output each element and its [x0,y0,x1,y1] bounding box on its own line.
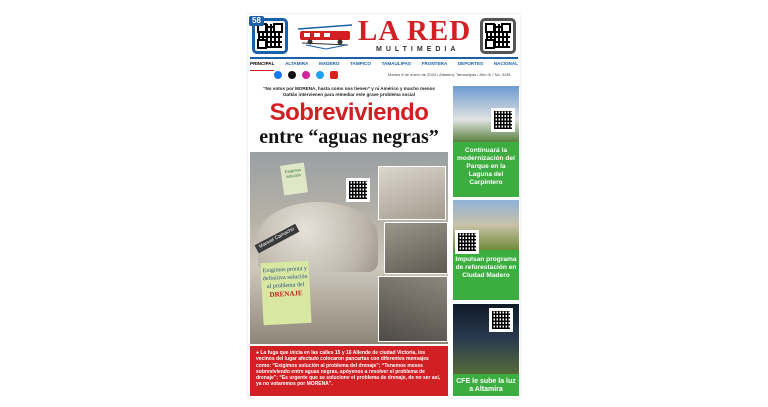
sidebar-title-2: Impulsan programa de reforestación en Ciudad Madero [455,256,517,279]
nav-item-nacional[interactable]: NACIONAL [493,61,518,66]
qr-code-sidebar-3[interactable] [489,308,513,332]
protest-sign-small: Exigimos solución [280,162,308,195]
tiktok-icon[interactable] [288,71,296,79]
qr-code-sidebar-1[interactable] [491,108,515,132]
inset-photo-drain [384,222,448,274]
nav-item-altamira[interactable]: ALTAMIRA [285,61,309,66]
main-story-photo[interactable] [250,152,448,344]
sidebar-story-1[interactable] [453,86,519,197]
instagram-icon[interactable] [302,71,310,79]
facebook-icon[interactable] [274,71,282,79]
main-headline[interactable]: Sobreviviendo [269,99,429,126]
nav-item-deportes[interactable]: DEPORTES [457,61,484,66]
nav-item-madero[interactable]: MADERO [319,61,340,66]
street-sign: Manuel Camacho [255,224,300,254]
story-kicker [250,86,448,98]
section-nav [250,57,518,71]
story-caption: ● La fuga que inicia en las calles 15 y 16 Allende de ciudad Victoria, los vecinos del lugar afectado colocaron pancartas con diferentes mensajes como: “Exigimos solución al problema del drenaje”; “Tenemos meses sobreviviendo entre aguas negras, apóyenos a resolver el problema de drenaje”; “Es urgente que se solucione el problema de drenaje, de no ser así, ya no votaremos por MORENA”. [250,346,448,396]
main-subhead[interactable]: entre “aguas negras” [259,126,439,148]
protest-sign-text: Exigimos pronta y definitiva solución al problema del [262,265,308,290]
protest-sign-bold: DRENAJE [269,289,303,299]
nav-item-principal[interactable]: PRINCIPAL [250,61,274,71]
newspaper-front-page [248,14,520,398]
qr-code-story[interactable] [346,178,370,202]
qr-code-sidebar-2[interactable] [455,230,479,254]
inset-photo-rubble [378,276,448,342]
edition-badge: 58 [249,16,264,26]
kicker-line-2: Gattás intervienen para remediar este grave problema social [282,92,415,97]
nav-item-tampico[interactable]: TAMPICO [350,61,371,66]
protest-sign [260,261,311,325]
logo-title: LA RED [358,15,472,47]
sidebar-title-1: Continuará la modernización del Parque en la Laguna del Carpintero [457,147,515,186]
nav-item-tamaulipas[interactable]: TAMAULIPAS [381,61,411,66]
train-logo-icon [296,19,356,51]
nav-item-frontera[interactable]: FRONTERA [421,61,448,66]
dateline: Martes 8 de enero de 2024 / Altamira, Tamaulipas / Año IX / No. 3281 [388,72,511,77]
logo-subtitle: MULTIMEDIA [376,46,460,53]
qr-code-right[interactable] [480,18,516,54]
sidebar-story-3[interactable] [453,304,519,396]
sidebar-story-2[interactable] [453,200,519,300]
sidebar-title-3: CFE le sube la luz a Altamira [456,378,516,393]
inset-photo-street [378,166,446,220]
youtube-icon[interactable] [330,71,338,79]
social-links [274,71,338,79]
kicker-line-1: “No votos por MORENA, hasta como nos tienen” y ni Américo y mucho menos [263,86,435,91]
twitter-icon[interactable] [316,71,324,79]
